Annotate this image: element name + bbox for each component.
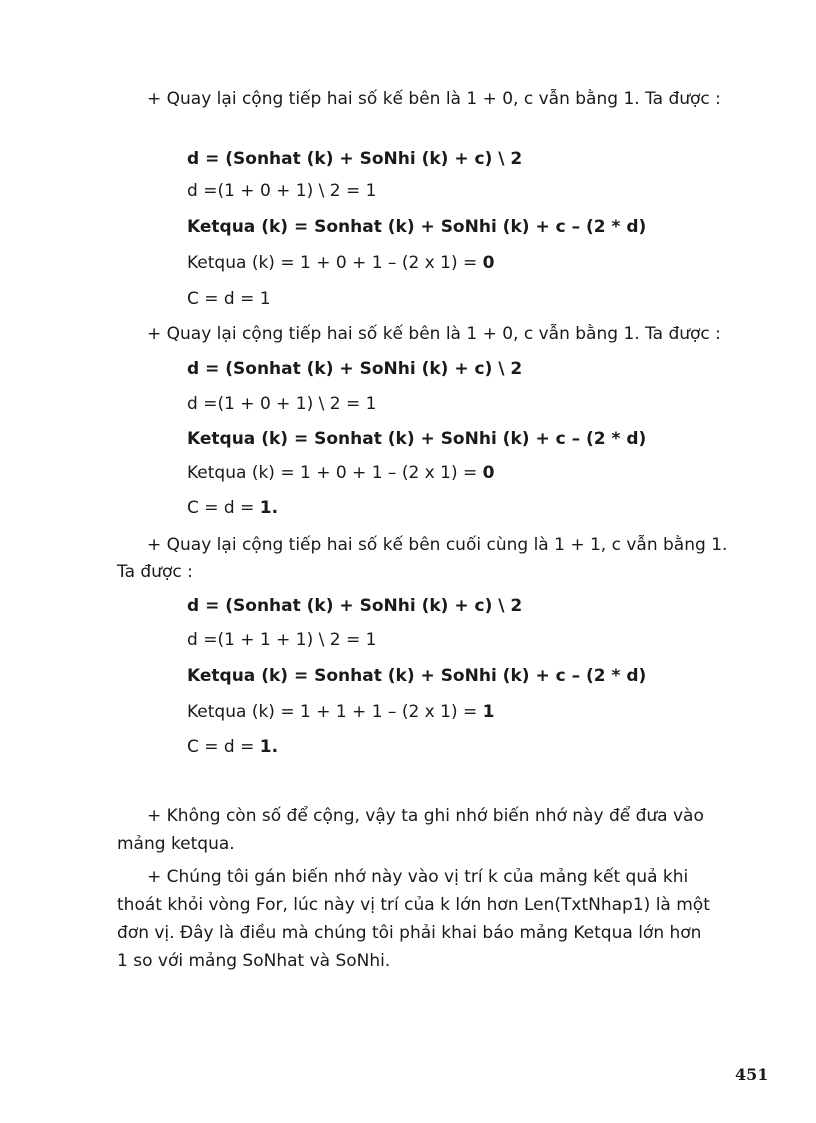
section3-calc-ketqua	[187, 701, 495, 723]
section3-intro-line1: + Quay lại cộng tiếp hai số kế bên cuối cùng là 1 + 1, c vẫn bằng 1.	[147, 535, 728, 555]
para1-line1: + Không còn số để cộng, vậy ta ghi nhớ biến nhớ này để đưa vào	[147, 806, 704, 826]
section2-carry-result: 1.	[259, 498, 279, 518]
para2-line4: 1 so với mảng SoNhat và SoNhi.	[117, 951, 391, 971]
para2-line3: đơn vị. Đây là điều mà chúng tôi phải khai báo mảng Ketqua lớn hơn	[117, 923, 702, 943]
page-number: 451	[735, 1065, 769, 1084]
para2-line1: + Chúng tôi gán biến nhớ này vào vị trí k của mảng kết quả khi	[147, 867, 689, 887]
section2-calc-d: d =(1 + 0 + 1) \ 2 = 1	[187, 394, 377, 414]
section1-calc-ketqua-result: 0	[482, 253, 495, 273]
section2-carry-prefix: C = d =	[187, 498, 260, 518]
section1-formula-d: d = (Sonhat (k) + SoNhi (k) + c) \ 2	[187, 149, 523, 169]
section3-carry-prefix: C = d =	[187, 737, 260, 757]
para1-line2: mảng ketqua.	[117, 834, 235, 854]
section1-calc-ketqua-prefix: Ketqua (k) = 1 + 0 + 1 – (2 x 1) =	[187, 253, 483, 273]
section3-calc-d: d =(1 + 1 + 1) \ 2 = 1	[187, 630, 377, 650]
section2-calc-ketqua	[187, 462, 495, 484]
section3-intro-line2: Ta được :	[117, 562, 193, 582]
section2-formula-d: d = (Sonhat (k) + SoNhi (k) + c) \ 2	[187, 359, 523, 379]
section2-calc-ketqua-prefix: Ketqua (k) = 1 + 0 + 1 – (2 x 1) =	[187, 463, 483, 483]
para2-line2: thoát khỏi vòng For, lúc này vị trí của k lớn hơn Len(TxtNhap1) là một	[117, 895, 710, 915]
section3-calc-ketqua-result: 1	[482, 702, 495, 722]
section3-carry	[187, 736, 278, 758]
section1-calc-d: d =(1 + 0 + 1) \ 2 = 1	[187, 181, 377, 201]
section3-formula-ketqua: Ketqua (k) = Sonhat (k) + SoNhi (k) + c – (2 * d)	[187, 666, 647, 686]
section2-formula-ketqua: Ketqua (k) = Sonhat (k) + SoNhi (k) + c – (2 * d)	[187, 429, 647, 449]
section3-calc-ketqua-prefix: Ketqua (k) = 1 + 1 + 1 – (2 x 1) =	[187, 702, 483, 722]
section1-formula-ketqua: Ketqua (k) = Sonhat (k) + SoNhi (k) + c – (2 * d)	[187, 217, 647, 237]
section2-carry	[187, 497, 278, 519]
section2-intro: + Quay lại cộng tiếp hai số kế bên là 1 + 0, c vẫn bằng 1. Ta được :	[147, 324, 721, 344]
section3-carry-result: 1.	[259, 737, 279, 757]
section3-formula-d: d = (Sonhat (k) + SoNhi (k) + c) \ 2	[187, 596, 523, 616]
section1-intro: + Quay lại cộng tiếp hai số kế bên là 1 + 0, c vẫn bằng 1. Ta được :	[147, 89, 721, 109]
section2-calc-ketqua-result: 0	[482, 463, 495, 483]
section1-calc-ketqua	[187, 252, 495, 274]
section1-carry: C = d = 1	[187, 289, 271, 309]
